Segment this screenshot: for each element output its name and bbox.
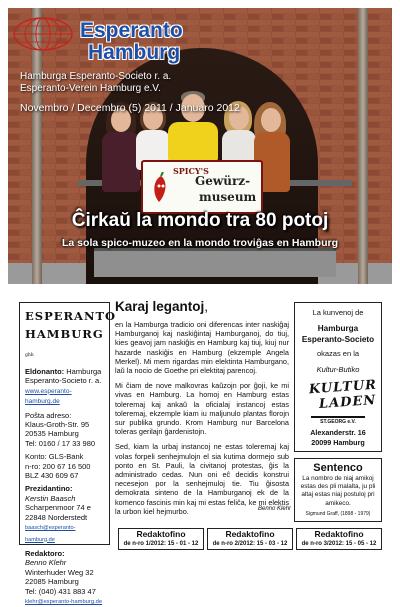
kulturladen-logo	[307, 377, 378, 425]
deadline-box-1	[118, 528, 204, 550]
president-label: Prezidantino:	[25, 484, 73, 494]
article-signature: Benno Klehr	[258, 506, 292, 512]
deadline-detail-3: de n-ro 3/2012: 15 - 05 - 12	[301, 541, 377, 547]
redactor-line-2: 22085 Hamburg	[25, 577, 79, 587]
redactor-line-1: Winterhuder Weg 32	[25, 567, 94, 577]
article-body	[115, 320, 292, 522]
post-phone: Tel: 0160 / 17 33 980	[25, 438, 96, 448]
article-paragraph-2: Mi ĉiam de nove malkovras kaŭzojn por ĝoji, ke mi vivas en Hamburg. La homoj en Hamburg estas toleremaj kaj ankaŭ la oficialaj instancoj estas toleremaj, ekzemple kiam iu maljunulo plantas florojn sur publika grundo. Krom Hamburg nur Barcelona toleras gerilajn ĝardenistojn.	[115, 381, 289, 437]
masthead-box	[19, 302, 117, 605]
invite-line-2: Hamburga	[317, 324, 359, 333]
article-heading-text: Karaj legantoj	[115, 299, 205, 314]
article-paragraph-3: Sed, kiam la urbaj instancoj ne estas toleremaj kaj volas forpeli senhejmulojn el sia kutima dormejo sub ponto en St. Pauli, la civitanoj protestas, ĝis la administrado cedas. Nun oni eĉ decidis konstrui necesejon por la senhejmuloj tie. Tiu ĝisosta demokrata sinteno de la Hamburganoj ek de la komenco fascinis min kaj mi estas feliĉa, ke mi elektis la urbon kiel hejmurbo.	[115, 442, 289, 516]
issue-date: Novembro / Decembro (5) 2011 / Januaro 2012	[20, 102, 240, 114]
article-paragraph-1: en la Hamburga tradicio oni diferencas inter naskiĝaj Hamburganoj kaj naskiĝintaj Hamburganoj, do tiuj, kies geavoj jam naskiĝis en Hamburg kaj tiuj, kiuj nur hazarde naskiĝis en Hamburg (ekzemple Angela Merkel). Mi mem rigardas min elektinta Hamburgano, laŭ la nocio de Goethe pri elektitaj parencoj.	[115, 320, 289, 376]
bank-line-1: Konto: GLS-Bank	[25, 452, 84, 462]
website-link[interactable]: www.esperanto-hamburg.de	[25, 387, 72, 406]
sentence-box	[294, 458, 382, 522]
sentence-author: Sigmund Graff, (1898 - 1979)	[305, 510, 371, 517]
globe-logo-icon	[12, 16, 74, 52]
deadline-box-3	[296, 528, 382, 550]
redactor-name: Benno Klehr	[25, 558, 67, 568]
pepper-mascot-icon	[149, 172, 173, 204]
post-line-2: 20535 Hamburg	[25, 429, 79, 439]
article-heading-comma: ,	[204, 299, 209, 314]
deadline-label-2: Redaktofino	[225, 529, 275, 539]
cover-subtitle: La sola spico-muzeo en la mondo troviĝas en Hamburg	[62, 237, 338, 249]
meeting-address-2: 20099 Hamburg	[311, 437, 365, 447]
logo-line-1: Esperanto	[80, 19, 183, 42]
sign-line-1: Gewürz-	[195, 174, 251, 188]
president-line-2: 22848 Norderstedt	[25, 512, 88, 522]
invite-line-1: La kunvenoj de	[312, 308, 364, 317]
deadline-label-3: Redaktofino	[314, 529, 364, 539]
post-label: Poŝta adreso:	[25, 410, 72, 420]
sign-brand: SPICY'S	[173, 166, 209, 176]
cover-photo	[8, 8, 392, 284]
masthead-brand	[25, 307, 117, 364]
railing-lower	[94, 248, 336, 277]
sentence-title: Sentenco	[313, 462, 363, 474]
article-heading	[115, 299, 208, 314]
org-name-de: Esperanto-Verein Hamburg e.V.	[20, 83, 161, 94]
museum-sign	[141, 160, 263, 214]
editor-line-1: Hamburga	[66, 367, 102, 376]
invite-line-5: Kultur-Butiko	[316, 365, 360, 374]
cover-title: Ĉirkaŭ la mondo tra 80 potoj	[71, 210, 329, 231]
org-name-eo: Hamburga Esperanto-Societo r. a.	[20, 71, 172, 82]
redactor-phone: Tel: (040) 431 883 47	[25, 586, 96, 596]
meeting-place-box	[294, 302, 382, 452]
kulturladen-logo-word-1: KULTUR	[308, 377, 378, 398]
post-line-1: Klaus-Groth-Str. 95	[25, 420, 90, 430]
meeting-address-1: Alexanderstr. 16	[310, 428, 366, 437]
kulturladen-logo-small: ST.GEORG e.V.	[320, 419, 356, 425]
deadline-label-1: Redaktofino	[136, 529, 186, 539]
deadline-detail-2: de n-ro 2/2012: 15 - 03 - 12	[212, 541, 288, 547]
masthead-brand-line-2: HAMBURG	[25, 327, 104, 341]
masthead-brand-line-1: ESPERANTO	[25, 309, 117, 323]
editor-label: Eldonanto:	[25, 367, 65, 376]
president-name: Kerstin Baasch	[25, 493, 76, 503]
sentence-text: La nombro de niaj amikoj estas des pli malalta, ju pli altaj estas niaj postuloj pri amikeco.	[300, 475, 376, 507]
masthead-brand-suffix: ghh	[25, 353, 34, 358]
president-line-1: Scharpenmoor 74 e	[25, 503, 91, 513]
redactor-email-link[interactable]: klehr@esperanto-hamburg.de	[25, 598, 103, 605]
invite-line-4: okazas en la	[316, 349, 360, 358]
bank-line-3: BLZ 430 609 67	[25, 471, 79, 481]
redactor-label: Redaktoro:	[25, 548, 65, 558]
deadline-detail-1: de n-ro 1/2012: 15 - 01 - 12	[123, 541, 199, 547]
sign-line-2: museum	[199, 190, 257, 204]
bank-line-2: n-ro: 200 67 16 500	[25, 461, 91, 471]
editor-line-2: Esperanto-Societo r. a.	[25, 376, 102, 386]
invite-line-3: Esperanto-Societo	[301, 334, 375, 344]
kulturladen-logo-word-2: LADEN	[318, 393, 377, 412]
logo-line-2: Hamburg	[88, 41, 181, 64]
president-email-link[interactable]: baasch@esperanto-hamburg.de	[25, 525, 76, 543]
deadline-box-2	[207, 528, 293, 550]
